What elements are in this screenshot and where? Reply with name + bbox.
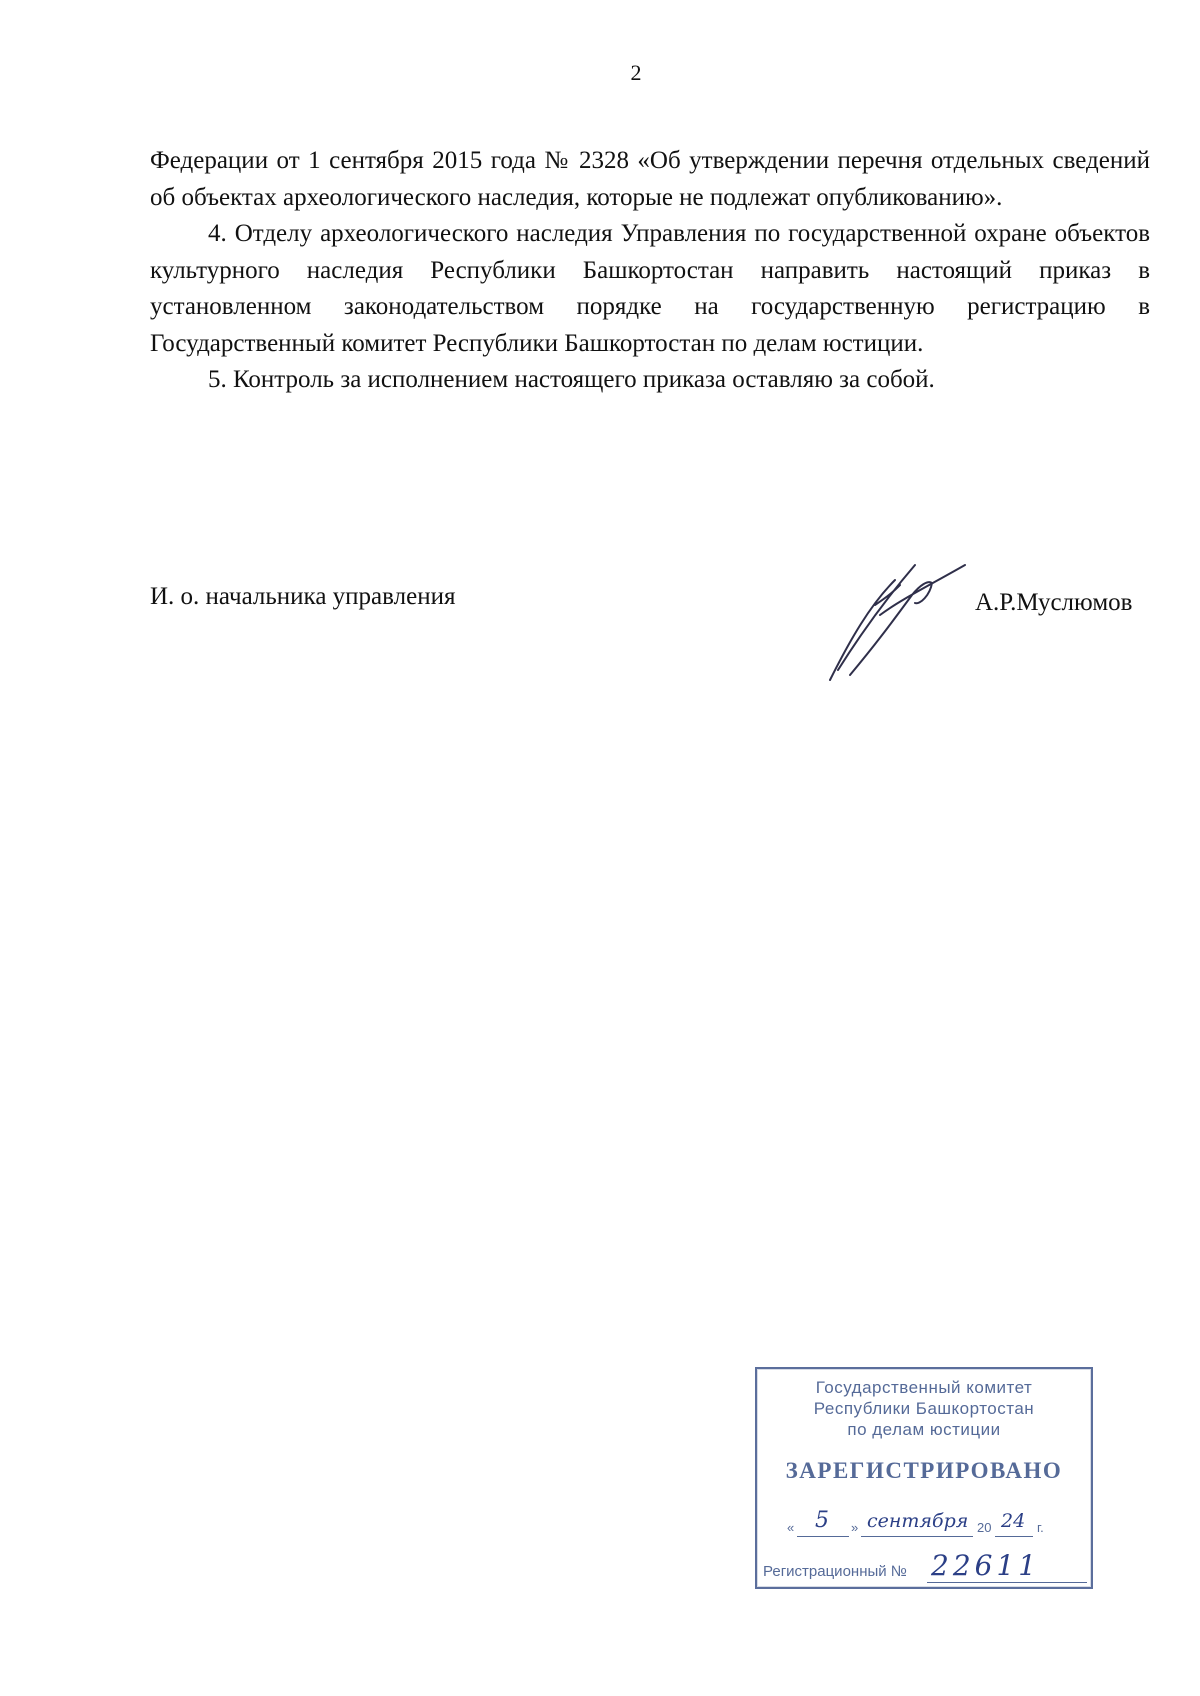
stamp-month: сентября (867, 1510, 969, 1532)
page-number: 2 (630, 60, 642, 85)
stamp-year: 24 (1001, 1510, 1026, 1532)
stamp-day: 5 (815, 1508, 829, 1533)
stamp-year-prefix: 20 (977, 1520, 992, 1535)
stamp-status: ЗАРЕГИСТРИРОВАНО (785, 1458, 1063, 1483)
paragraph-item-5: 5. Контроль за исполнением настоящего приказа оставляю за собой. (208, 366, 935, 393)
stamp-quote-open: « (787, 1520, 795, 1535)
stamp-date (787, 1508, 1077, 1542)
document-body (150, 143, 1150, 399)
stamp-org-line: по делам юстиции (847, 1420, 1001, 1439)
stamp-organization (757, 1377, 1091, 1440)
paragraph-item-4: 4. Отделу археологического наследия Управления по государственной охране объектов культурного наследия Республики Башкортостан направить настоящий приказ в установленном законодательством порядке на государственную регистрацию в Государственный комитет Республики Башкортостан по делам юстиции. (150, 220, 1150, 357)
stamp-reg-number: 22611 (931, 1549, 1041, 1582)
stamp-org-line: Государственный комитет (815, 1378, 1033, 1397)
stamp-org-line: Республики Башкортостан (813, 1399, 1035, 1418)
registration-stamp (755, 1367, 1093, 1589)
stamp-quote-close: » (851, 1520, 859, 1535)
paragraph-continuation: Федерации от 1 сентября 2015 года № 2328 «Об утверждении перечня отдельных сведений об объектах археологического наследия, которые не подлежат опубликованию». (150, 147, 1150, 211)
signatory-title: И. о. начальника управления (150, 583, 456, 610)
stamp-year-unit: г. (1037, 1520, 1044, 1535)
signatory-name: А.Р.Муслюмов (975, 589, 1133, 616)
stamp-reg-label: Регистрационный № (763, 1563, 907, 1580)
stamp-registration (761, 1549, 1091, 1585)
signature-image (820, 545, 980, 685)
